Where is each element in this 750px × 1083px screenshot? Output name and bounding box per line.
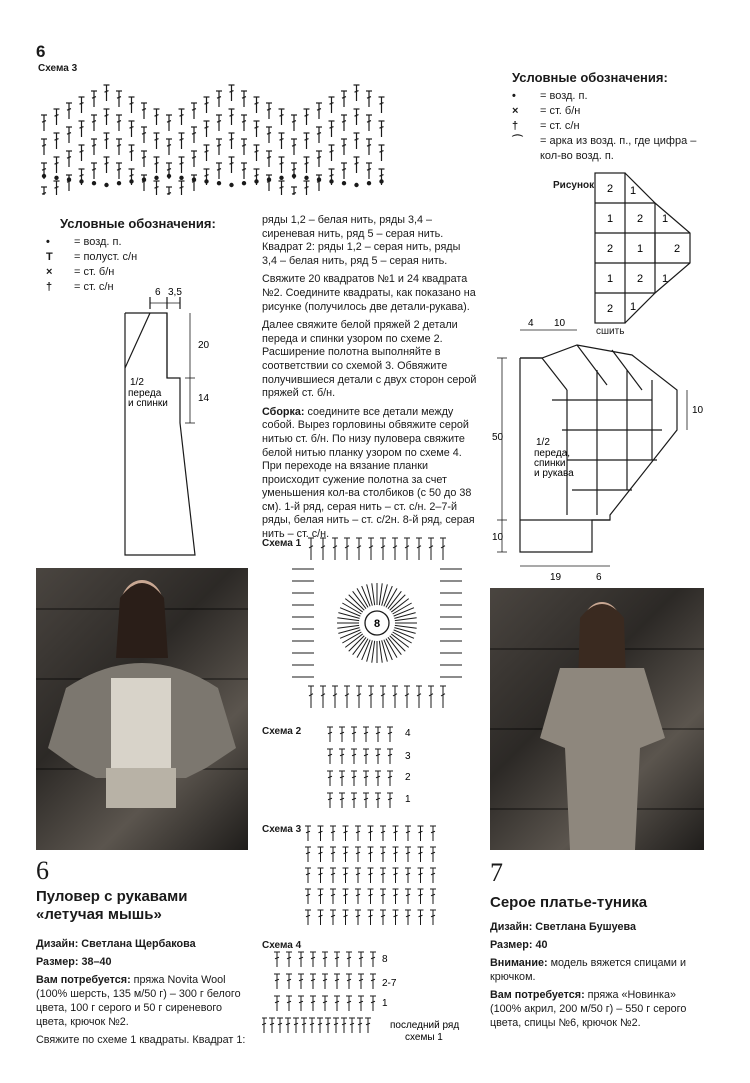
scheme1-label: Схема 1: [262, 538, 302, 549]
project7-note: Внимание: модель вяжется спицами и крючком.: [490, 957, 686, 983]
fig-cell: 2: [636, 213, 644, 225]
project7-title: Серое платье-туника: [490, 894, 648, 911]
dim-50: 50: [492, 432, 504, 443]
fig-cell: 2: [606, 303, 614, 315]
photo-project-7: [490, 588, 704, 850]
legend-left-row: • = возд. п.: [46, 236, 122, 248]
fig-cell: 1: [606, 213, 614, 225]
row-num: 1: [382, 998, 388, 1009]
legend-left-row: † = ст. с/н: [46, 281, 114, 293]
body-p4: Сборка: соедините все детали между собой. Вырез горловины обвяжите серой нитью ст. б/н. По низу пуловера свяжите белой нитью планку узором по схеме 4. При переходе на вязание планки происходит сужение полотна за счет уменьшения кол-ва столбиков (с 50 до 38 см). 1-й ряд, серая нить – ст. с/н. 2–7-й ряды, белая нить – ст. с/2н. 8-й ряд, серая нить – ст. с/н.: [262, 405, 475, 541]
scheme3-label: Схема 3: [262, 824, 302, 835]
project6-size: Размер: 38–40: [36, 956, 112, 968]
legend-right-row: × = ст. б/н: [512, 105, 581, 117]
fig-cell: 1: [661, 213, 669, 225]
cross-icon: ×: [46, 266, 53, 278]
project7-size: Размер: 40: [490, 939, 548, 951]
legend-right: [512, 70, 732, 164]
scheme3-chart: [300, 822, 450, 932]
legend-left-row: × = ст. б/н: [46, 266, 115, 278]
project7-meta: [490, 920, 705, 1034]
scheme4-label: Схема 4: [262, 940, 302, 951]
scheme2-chart: [325, 722, 425, 817]
pattern-7-diagram: [492, 310, 722, 585]
scheme4-chart: [262, 948, 472, 1043]
body-p2: Свяжите 20 квадратов №1 и 24 квадрата №2. Соедините квадраты, как показано на рисунке (получилось две детали-рукава).: [262, 273, 476, 313]
body-p1: ряды 1,2 – белая нить, ряды 3,4 – сиреневая нить, ряд 5 – серая нить. Квадрат 2: ряды 1,2 – серая нить, ряды 3,4 – белая нить, ряд 5 – серая нить.: [262, 214, 461, 267]
fig-cell: 2: [673, 243, 681, 255]
fig-cell: 2: [606, 243, 614, 255]
dim-20: 20: [198, 340, 210, 351]
scheme4-note: схемы 1: [405, 1032, 443, 1043]
scheme1-center: 8: [373, 618, 381, 630]
dim-35: 3,5: [168, 287, 182, 298]
dot-icon: •: [512, 90, 516, 102]
dagger-icon: †: [512, 120, 519, 132]
dim-6: 6: [155, 287, 161, 298]
sew-label: сшить: [596, 326, 625, 337]
legend-right-title: Условные обозначения:: [512, 70, 668, 85]
dim-14: 14: [198, 393, 210, 404]
pattern7-label: переда,: [534, 448, 571, 459]
body-p3: Далее свяжите белой пряжей 2 детали переда и спинки узором по схеме 2. Расширение полотна выполняйте в соответствии со схемой 3. Обвяжите получившиеся детали с двух сторон серой пряжей ст. б/н.: [262, 319, 477, 400]
pattern7-label: и рукава: [534, 468, 574, 479]
project6-meta: [36, 937, 251, 1051]
project7-number: 7: [490, 858, 503, 887]
legend-right-row: • = возд. п.: [512, 90, 588, 102]
cross-icon: ×: [512, 105, 519, 117]
pattern-6-diagram: [110, 283, 220, 558]
top-scheme-label: Схема 3: [38, 63, 78, 74]
project7-design: Дизайн: Светлана Бушуева: [490, 921, 636, 933]
row-num: 2-7: [382, 978, 397, 989]
scheme4-note: последний ряд: [390, 1020, 460, 1031]
scheme1-chart: [285, 535, 465, 715]
fig-cell: 2: [636, 273, 644, 285]
pattern6-label: переда: [128, 388, 162, 399]
dim-10-left: 10: [492, 532, 504, 543]
project7-need: Вам потребуется: пряжа «Новинка» (100% акрил, 200 м/50 г) – 550 г серого цвета, спицы №6, крючок №2.: [490, 989, 687, 1029]
project6-number: 6: [36, 856, 49, 885]
project6-title: Пуловер с рукавами «летучая мышь»: [36, 888, 188, 923]
pattern7-label: 1/2: [536, 437, 550, 448]
legend-left-title: Условные обозначения:: [60, 216, 216, 231]
dim-10-right: 10: [692, 405, 704, 416]
fig-cell: 2: [606, 183, 614, 195]
dim-4: 4: [528, 318, 534, 329]
legend-right-row: † = ст. с/н: [512, 120, 580, 132]
fig-cell: 1: [636, 243, 644, 255]
dot-icon: •: [46, 236, 50, 248]
pattern7-label: спинки: [534, 458, 566, 469]
project6-need: Вам потребуется: пряжа Novita Wool (100% шерсть, 135 м/50 г) – 300 г белого цвета, 100 г серого и 50 г сиреневого цвета, крючок №2.: [36, 974, 241, 1028]
legend-left-row: T = полуст. с/н: [46, 251, 138, 263]
project6-design: Дизайн: Светлана Щербакова: [36, 938, 196, 950]
dim-6: 6: [596, 572, 602, 583]
row-num: 4: [405, 728, 411, 739]
pattern6-label: и спинки: [128, 398, 168, 409]
body-text: [262, 214, 478, 547]
row-num: 8: [382, 954, 388, 965]
project6-start: Свяжите по схеме 1 квадраты. Квадрат 1:: [36, 1034, 246, 1046]
pattern6-label: 1/2: [130, 377, 144, 388]
photo-project-6: [36, 568, 248, 850]
row-num: 2: [405, 772, 411, 783]
scheme2-label: Схема 2: [262, 726, 302, 737]
row-num: 3: [405, 751, 411, 762]
dim-10-top: 10: [554, 318, 566, 329]
page-number: 6: [36, 42, 46, 61]
half-double-icon: T: [46, 251, 53, 263]
fig-cell: 1: [606, 273, 614, 285]
row-num: 1: [405, 794, 411, 805]
fig-cell: 1: [661, 273, 669, 285]
arc-icon: ⌒: [512, 135, 523, 147]
dim-19: 19: [550, 572, 562, 583]
zigzag-chart: [36, 75, 396, 195]
figure-label: Рисунок: [553, 180, 595, 191]
legend-right-row: ⌒ = арка из возд. п., где цифра – кол-во возд. п.: [512, 135, 697, 162]
fig-cell: 1: [629, 185, 637, 197]
fig-cell: 1: [629, 301, 637, 313]
dagger-icon: †: [46, 281, 53, 293]
